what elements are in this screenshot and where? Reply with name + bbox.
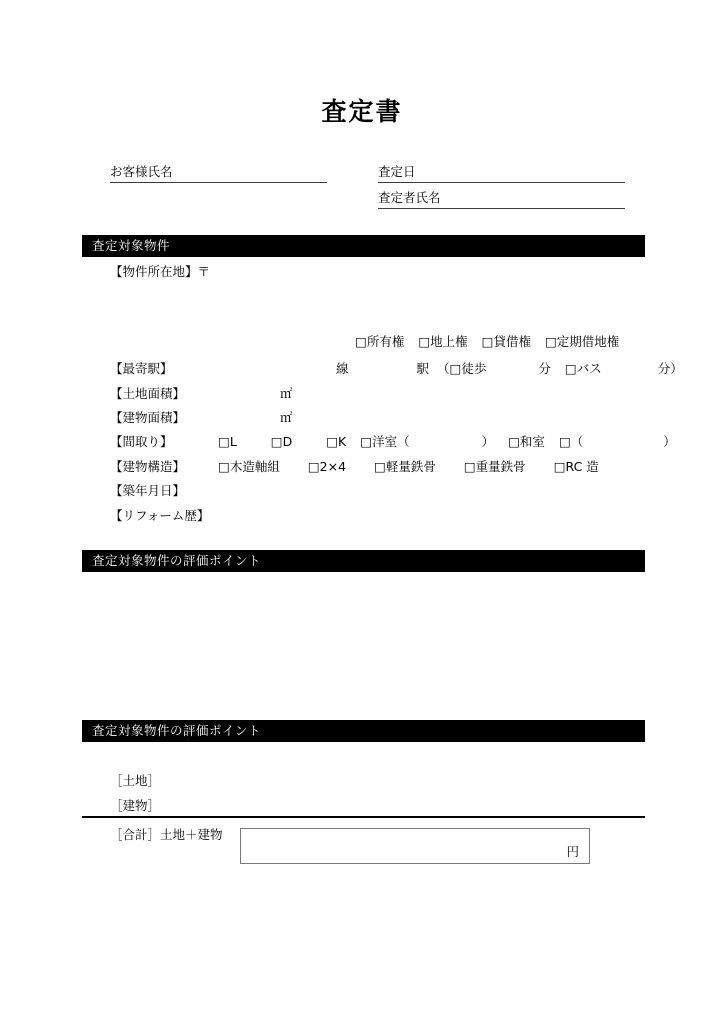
bus-minutes-unit: 分 — [657, 361, 671, 376]
station-name-suffix: 駅 — [416, 361, 430, 376]
nearest-station-row[interactable] — [110, 359, 683, 377]
land-area-row[interactable] — [110, 384, 293, 402]
checkbox-label: 徒歩 — [461, 361, 487, 376]
checkbox-label: 木造軸組 — [229, 459, 280, 474]
checkbox-label: バス — [576, 361, 602, 376]
checkbox-japanese-room[interactable] — [508, 434, 545, 449]
checkbox-rc[interactable] — [554, 459, 599, 474]
valuation-total-label: ［合計］土地＋建物 — [110, 827, 223, 842]
building-structure-row — [110, 457, 599, 475]
property-address-label: 【物件所在地】 — [110, 264, 198, 279]
building-area-unit: ㎡ — [280, 410, 293, 425]
checkbox-bus[interactable] — [565, 361, 602, 376]
checkbox-fixed-term-leasehold[interactable] — [545, 334, 619, 349]
checkbox-icon: □ — [374, 459, 386, 474]
checkbox-icon: □ — [307, 459, 320, 474]
appraiser-name-label: 査定者氏名 — [378, 190, 441, 205]
valuation-building-row[interactable] — [110, 796, 160, 814]
checkbox-label: K — [338, 434, 347, 449]
building-area-label: 【建物面積】 — [110, 410, 186, 425]
checkbox-icon: □ — [218, 434, 230, 449]
valuation-divider — [82, 816, 645, 818]
property-address-row[interactable] — [110, 262, 210, 280]
built-date-label: 【築年月日】 — [110, 483, 186, 498]
checkbox-icon: □ — [481, 334, 494, 349]
checkbox-wood-frame[interactable] — [218, 459, 280, 474]
checkbox-label: 貸借権 — [493, 334, 531, 349]
appraiser-name-field[interactable] — [378, 188, 625, 209]
valuation-land-row[interactable] — [110, 771, 160, 789]
appraisal-date-label: 査定日 — [378, 164, 416, 179]
checkbox-label: 洋室 — [372, 434, 398, 449]
section-header-valuation: 査定対象物件の評価ポイント — [82, 720, 645, 742]
checkbox-western-room[interactable] — [360, 434, 397, 449]
appraisal-date-field[interactable] — [378, 162, 625, 183]
checkbox-label: 定期借地権 — [556, 334, 620, 349]
checkbox-icon: □ — [449, 361, 462, 376]
checkbox-label: 軽量鉄骨 — [385, 459, 436, 474]
property-rights-row — [355, 332, 619, 350]
checkbox-ownership[interactable] — [355, 334, 404, 349]
checkbox-label: 重量鉄骨 — [475, 459, 526, 474]
nearest-station-label: 【最寄駅】 — [110, 361, 173, 376]
other-room-close-paren: ） — [663, 434, 676, 449]
checkbox-icon: □ — [463, 459, 476, 474]
other-room-open-paren: （ — [570, 434, 584, 449]
checkbox-icon: □ — [270, 434, 283, 449]
station-close-paren: ） — [670, 361, 683, 376]
floor-plan-label: 【間取り】 — [110, 434, 173, 449]
checkbox-label: 地上権 — [430, 334, 468, 349]
station-line-suffix: 線 — [336, 361, 349, 376]
page-title: 査定書 — [321, 97, 403, 126]
section-header-property: 査定対象物件 — [82, 235, 645, 257]
walk-minutes-unit: 分 — [538, 361, 551, 376]
checkbox-two-by-four[interactable] — [308, 459, 346, 474]
building-area-row[interactable] — [110, 408, 293, 426]
checkbox-icon: □ — [355, 334, 367, 349]
checkbox-label: L — [229, 434, 237, 449]
checkbox-light-steel[interactable] — [374, 459, 436, 474]
western-room-open-paren: （ — [397, 434, 410, 449]
checkbox-kitchen[interactable] — [326, 434, 346, 449]
western-room-close-paren: ） — [481, 434, 495, 449]
floor-plan-row — [110, 432, 676, 450]
checkbox-icon: □ — [553, 459, 566, 474]
checkbox-dining[interactable] — [271, 434, 292, 449]
checkbox-icon: □ — [360, 434, 373, 449]
checkbox-label: D — [282, 434, 293, 449]
checkbox-label: 所有権 — [366, 334, 405, 349]
land-area-unit: ㎡ — [280, 386, 293, 401]
checkbox-label: 和室 — [519, 434, 545, 449]
checkbox-icon: □ — [218, 459, 230, 474]
checkbox-heavy-steel[interactable] — [464, 459, 526, 474]
checkbox-walk[interactable] — [450, 361, 487, 376]
valuation-building-label: ［建物］ — [110, 798, 161, 813]
reform-history-row[interactable] — [110, 506, 218, 524]
checkbox-icon: □ — [508, 434, 520, 449]
reform-history-label: 【リフォーム歴】 — [110, 508, 210, 523]
building-structure-label: 【建物構造】 — [110, 459, 186, 474]
built-date-row[interactable] — [110, 481, 218, 499]
customer-name-field[interactable] — [110, 162, 327, 183]
checkbox-icon: □ — [418, 334, 431, 349]
land-area-label: 【土地面積】 — [110, 386, 186, 401]
currency-unit-label: 円 — [566, 844, 579, 859]
checkbox-label: 2×4 — [319, 459, 347, 474]
checkbox-icon: □ — [558, 434, 571, 449]
checkbox-superficies[interactable] — [418, 334, 467, 349]
checkbox-icon: □ — [544, 334, 557, 349]
section-header-evaluation-points: 査定対象物件の評価ポイント — [82, 550, 645, 572]
valuation-total-input[interactable] — [240, 828, 590, 864]
checkbox-other-room[interactable] — [559, 434, 571, 449]
checkbox-leasehold[interactable] — [482, 334, 531, 349]
checkbox-icon: □ — [564, 361, 577, 376]
valuation-land-label: ［土地］ — [110, 773, 161, 788]
station-open-paren: （ — [437, 361, 450, 376]
checkbox-living[interactable] — [218, 434, 237, 449]
customer-name-label: お客様氏名 — [110, 164, 173, 179]
postal-mark-icon: 〒 — [197, 264, 211, 279]
checkbox-icon: □ — [326, 434, 339, 449]
checkbox-label: RC 造 — [565, 459, 599, 474]
